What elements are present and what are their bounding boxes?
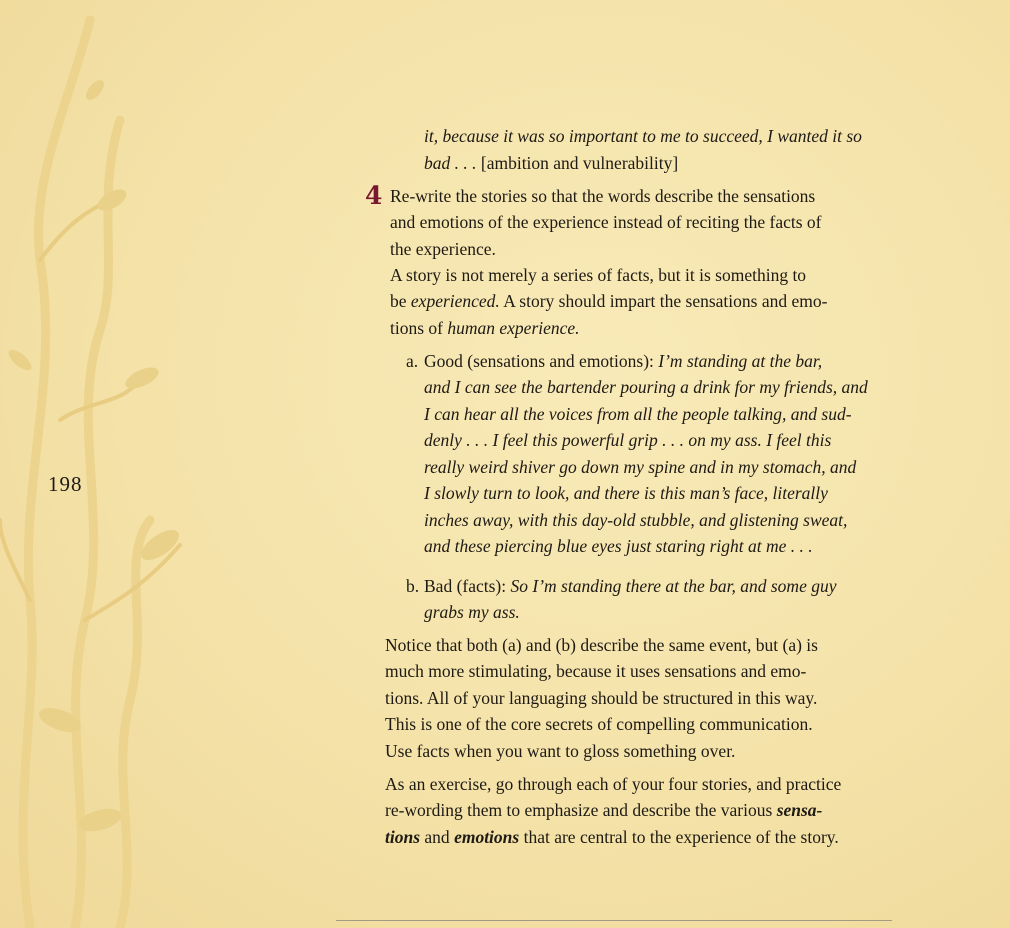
good-example-line-1	[424, 348, 822, 374]
decorative-vine-illustration	[0, 0, 240, 928]
good-example-line-8: and these piercing blue eyes just staring right at me . . .	[424, 536, 813, 556]
notice-line-3: tions. All of your languaging should be structured in this way.	[385, 688, 818, 708]
continuation-line-2-italic: bad . . .	[424, 153, 477, 173]
notice-line-4: This is one of the core secrets of compelling communication.	[385, 714, 813, 734]
explanation-line-2-c: A story should impart the sensations and emo-	[499, 291, 828, 311]
continuation-line-2-bracket: [ambition and vulnerability]	[476, 153, 679, 173]
continuation-line-1: it, because it was so important to me to succeed, I wanted it so	[424, 126, 862, 146]
explanation-line-2-b: experienced.	[410, 291, 500, 311]
exercise-line-3-b: and	[420, 827, 455, 847]
footer-divider	[336, 920, 892, 921]
notice-line-2: much more stimulating, because it uses sensations and emo-	[385, 661, 807, 681]
notice-line-5: Use facts when you want to gloss something over.	[385, 741, 736, 761]
explanation-line-2	[390, 288, 827, 314]
explanation-line-1: A story is not merely a series of facts, but it is something to	[390, 265, 807, 285]
good-example-line-7: inches away, with this day-old stubble, and glistening sweat,	[424, 510, 848, 530]
exercise-line-1: As an exercise, go through each of your four stories, and practice	[385, 774, 842, 794]
exercise-line-2	[385, 797, 822, 823]
exercise-line-3-d: that are central to the experience of the story.	[519, 827, 839, 847]
good-example-label: a.	[406, 351, 419, 371]
step-number: 4	[365, 181, 383, 210]
bad-example-first-italic: So I’m standing there at the bar, and some guy	[506, 576, 837, 596]
bad-example-line-1	[424, 573, 836, 599]
bad-example-line-2: grabs my ass.	[424, 602, 520, 622]
good-example-line-6: I slowly turn to look, and there is this man’s face, literally	[424, 483, 828, 503]
good-example-line-4: denly . . . I feel this powerful grip . . . on my ass. I feel this	[424, 430, 832, 450]
page-number: 198	[48, 472, 83, 496]
explanation-line-3-b: human experience.	[447, 318, 580, 338]
bad-example-label: b.	[406, 576, 420, 596]
step-line-2: and emotions of the experience instead of reciting the facts of	[390, 212, 822, 232]
good-example-line-3: I can hear all the voices from all the people talking, and sud-	[424, 404, 852, 424]
good-example-heading: Good (sensations and emotions):	[424, 351, 654, 371]
bad-example-heading: Bad (facts):	[424, 576, 507, 596]
step-line-3: the experience.	[390, 239, 496, 259]
exercise-line-3-c: emotions	[454, 827, 520, 847]
exercise-line-2-b: sensa-	[776, 800, 823, 820]
good-example-line-5: really weird shiver go down my spine and in my stomach, and	[424, 457, 857, 477]
exercise-line-3-a: tions	[385, 827, 421, 847]
exercise-line-3	[385, 824, 839, 850]
explanation-line-3	[390, 315, 580, 341]
explanation-line-2-a: be	[390, 291, 411, 311]
exercise-line-2-a: re-wording them to emphasize and describe the various	[385, 800, 777, 820]
notice-line-1: Notice that both (a) and (b) describe the same event, but (a) is	[385, 635, 818, 655]
continuation-line-2	[424, 150, 678, 176]
step-line-1: Re-write the stories so that the words describe the sensations	[390, 186, 816, 206]
good-example-line-2: and I can see the bartender pouring a drink for my friends, and	[424, 377, 868, 397]
good-example-first-italic: I’m standing at the bar,	[653, 351, 823, 371]
explanation-line-3-a: tions of	[390, 318, 448, 338]
